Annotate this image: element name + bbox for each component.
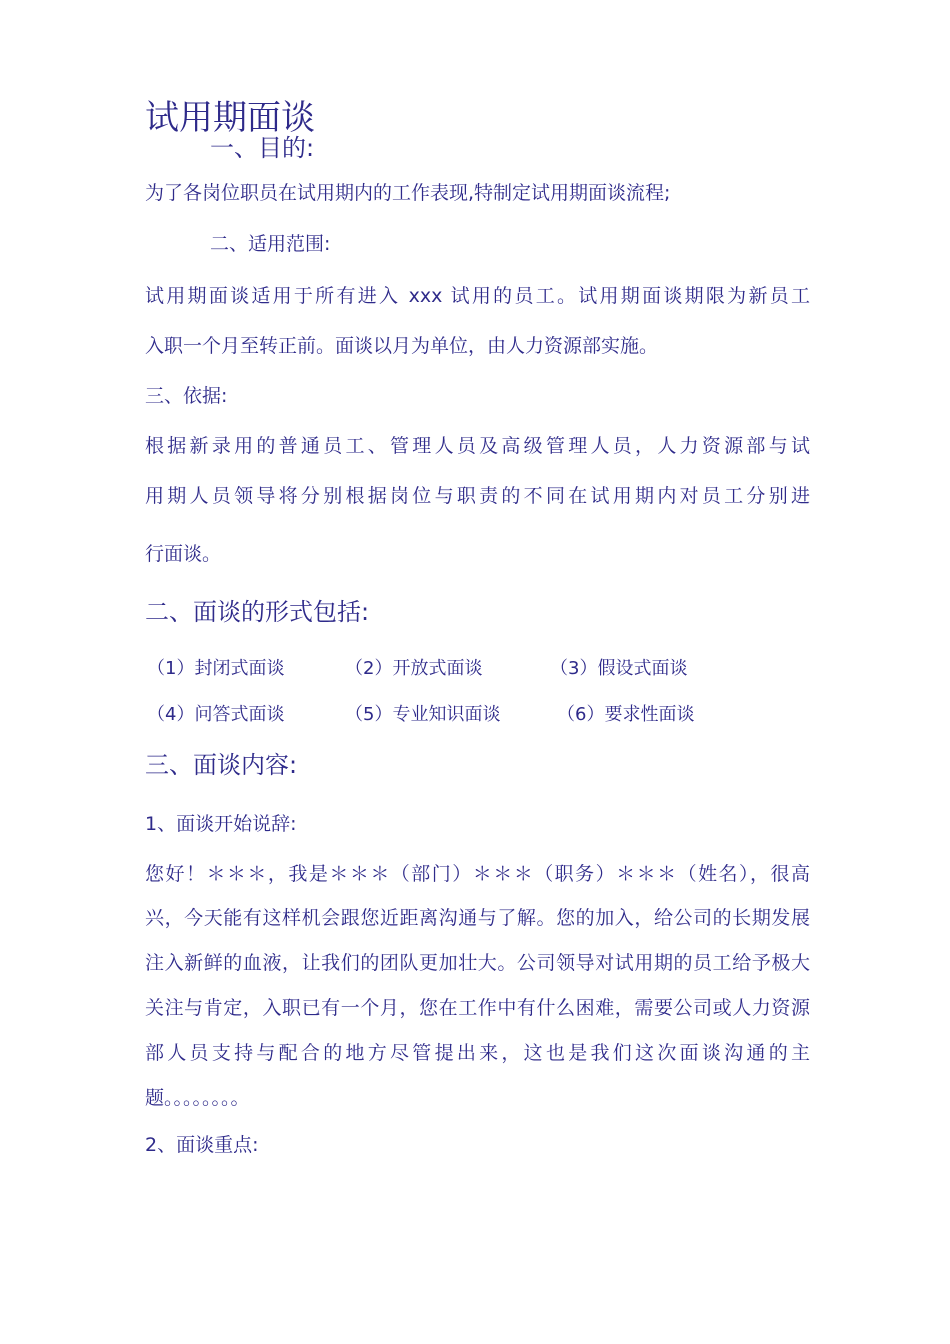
section-heading-forms: 二、面谈的形式包括:	[145, 598, 370, 626]
form-item-expertise: （5）专业知识面谈	[345, 704, 501, 725]
form-item-closed: （1）封闭式面谈	[147, 658, 285, 679]
subheading-key-points: 2、面谈重点:	[145, 1134, 259, 1156]
section-heading-scope: 二、适用范围:	[210, 233, 331, 255]
speech-line-2: 兴，今天能有这样机会跟您近距离沟通与了解。您的加入，给公司的长期发展	[145, 907, 810, 929]
speech-line-5: 部人员支持与配合的地方尽管提出来，这也是我们这次面谈沟通的主	[145, 1042, 810, 1064]
speech-line-6: 题。。。。。。。。	[145, 1087, 250, 1109]
purpose-text: 为了各岗位职员在试用期内的工作表现,特制定试用期面谈流程;	[145, 182, 671, 204]
form-item-qa: （4）问答式面谈	[147, 704, 285, 725]
subheading-opening: 1、面谈开始说辞:	[145, 813, 297, 835]
speech-line-1: 您好！＊＊＊，我是＊＊＊（部门）＊＊＊（职务）＊＊＊（姓名），很高	[145, 863, 810, 885]
basis-line-2: 用期人员领导将分别根据岗位与职责的不同在试用期内对员工分别进	[145, 485, 810, 507]
section-heading-purpose: 一、目的:	[210, 134, 315, 162]
basis-line-3: 行面谈。	[145, 543, 222, 565]
speech-line-4: 关注与肯定，入职已有一个月，您在工作中有什么困难，需要公司或人力资源	[145, 997, 810, 1019]
form-item-open: （2）开放式面谈	[345, 658, 483, 679]
document-title: 试用期面谈	[145, 98, 315, 138]
section-heading-content: 三、面谈内容:	[145, 751, 298, 779]
basis-line-1: 根据新录用的普通员工、管理人员及高级管理人员，人力资源部与试	[145, 435, 810, 457]
form-item-requirement: （6）要求性面谈	[557, 704, 695, 725]
scope-line-2: 入职一个月至转正前。面谈以月为单位，由人力资源部实施。	[145, 335, 659, 357]
section-heading-basis: 三、依据:	[145, 385, 228, 407]
scope-line-1: 试用期面谈适用于所有进入 xxx 试用的员工。试用期面谈期限为新员工	[145, 285, 810, 307]
form-item-hypothetical: （3）假设式面谈	[550, 658, 688, 679]
speech-line-3: 注入新鲜的血液，让我们的团队更加壮大。公司领导对试用期的员工给予极大	[145, 952, 810, 974]
